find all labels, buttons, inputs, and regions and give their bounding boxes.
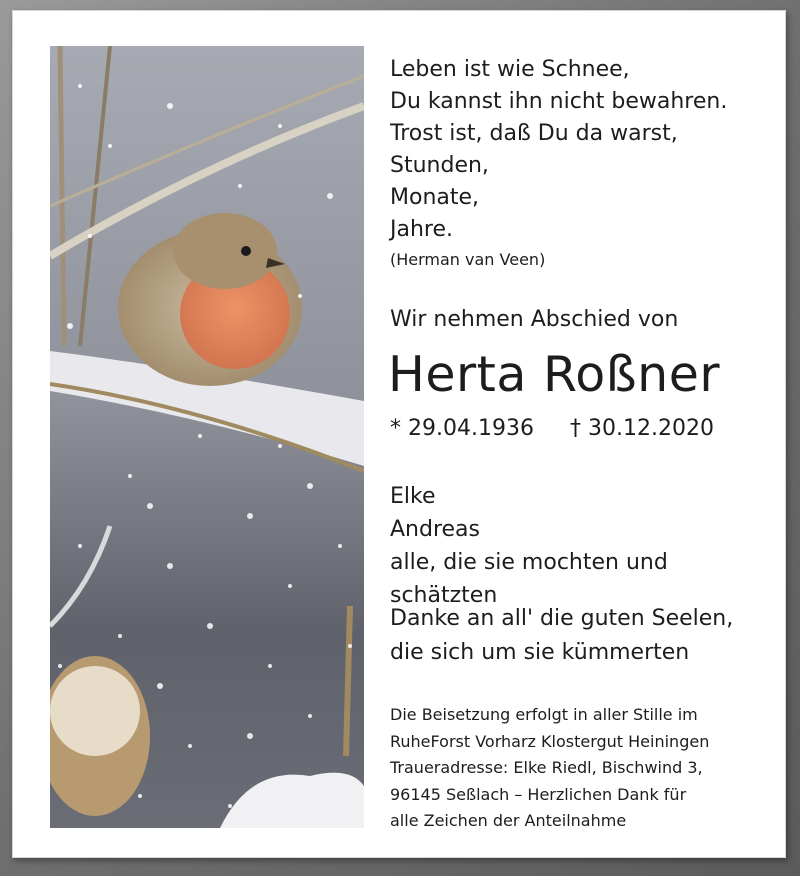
robin-painting-svg — [50, 46, 364, 828]
birth-date: * 29.04.1936 — [390, 416, 534, 441]
deceased-name: Herta Roßner — [388, 346, 720, 403]
poem-author: (Herman van Veen) — [390, 250, 546, 269]
stalk — [346, 606, 350, 756]
poem: Leben ist wie Schnee, Du kannst ihn nicht bewahren. Trost ist, daß Du da warst, Stunden, Monate, Jahre. — [390, 57, 728, 242]
robin-eye — [241, 246, 251, 256]
robin-head — [173, 213, 277, 289]
robin-illustration — [50, 46, 364, 828]
seedhead-snow — [50, 666, 140, 756]
farewell-intro: Wir nehmen Abschied von — [390, 307, 679, 332]
burial-notice: Die Beisetzung erfolgt in aller Stille im RuheForst Vorharz Klostergut Heiningen Traueradresse: Elke Riedl, Bischwind 3, 96145 Seßlach – Herzlichen Dank für alle Zeichen der Anteilnahme — [390, 705, 710, 830]
thanks-note: Danke an all' die guten Seelen, die sich um sie kümmerten — [390, 606, 734, 665]
death-date: † 30.12.2020 — [570, 416, 714, 441]
mourners-list: Elke Andreas alle, die sie mochten und schätzten — [390, 484, 668, 608]
obituary-card — [12, 10, 786, 858]
